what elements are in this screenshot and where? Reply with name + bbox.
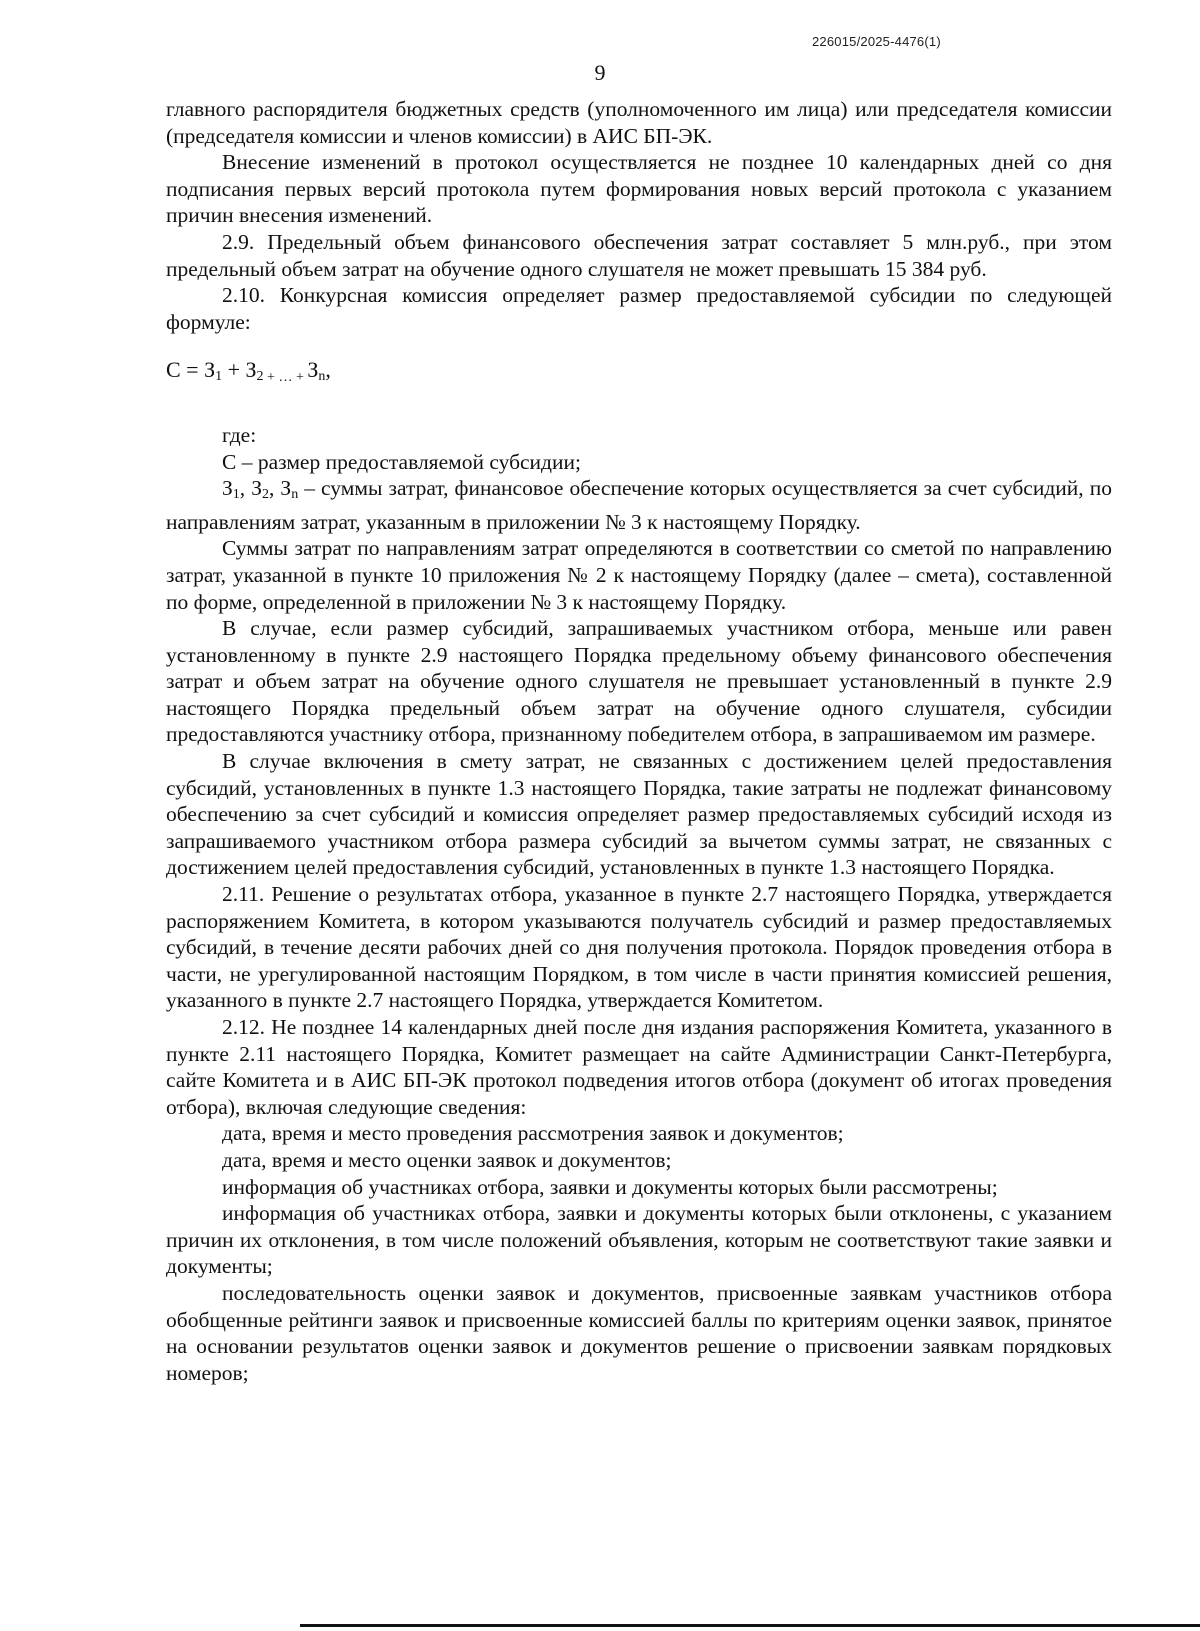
page-bottom-rule [300,1624,1200,1627]
z-definition-text: – суммы затрат, финансовое обеспечение которых осуществляется за счет субсидий, по направлениям затрат, указанным в приложении № 3 к настоящему Порядку. [166,476,1112,534]
zn-sub: n [291,487,299,503]
subsidy-formula [166,357,1112,392]
formula-z-n: З [307,357,319,383]
formula-sub-2: 2 [256,369,264,385]
list-item-rejected-participants: информация об участниках отбора, заявки и документы которых были отклонены, с указанием причин их отклонения, в том числе положений объявления, которым не соответствуют такие заявки и документы; [166,1201,1112,1279]
paragraph-where: где: [222,422,257,447]
formula-sub-n: n [318,369,326,385]
list-item-reviewed-participants: информация об участниках отбора, заявки и документы которых были рассмотрены; [222,1174,998,1199]
paragraph-protocol-changes: Внесение изменений в протокол осуществляется не позднее 10 календарных дней со дня подписания первых версий протокола путем формирования новых версий протокола с указанием причин внесения изменений. [166,150,1112,228]
paragraph-2-12: 2.12. Не позднее 14 календарных дней после дня издания распоряжения Комитета, указанного в пункте 2.11 настоящего Порядка, Комитет размещает на сайте Администрации Санкт-Петербурга, сайте Комитета и в АИС БП-ЭК протокол подведения итогов отбора (документ об итогах проведения отбора), включая следующие сведения: [166,1015,1112,1119]
paragraph-continuation: главного распорядителя бюджетных средств (уполномоченного им лица) или председателя комиссии (председателя комиссии и членов комиссии) в АИС БП-ЭК. [166,97,1112,148]
paragraph-2-11: 2.11. Решение о результатах отбора, указанное в пункте 2.7 настоящего Порядка, утверждается распоряжением Комитета, в котором указываются получатель субсидий и размер предоставляемых субсидий, в течение десяти рабочих дней со дня получения протокола. Порядок проведения отбора в части, не урегулированной настоящим Порядком, в том числе в части принятия комиссией решения, указанного в пункте 2.7 настоящего Порядка, утверждается Комитетом. [166,882,1112,1013]
list-item-evaluation-date: дата, время и место оценки заявок и документов; [222,1147,672,1172]
formula-end: , [325,357,331,383]
page-number: 9 [594,60,606,85]
zn-symbol: , З [268,476,292,501]
document-body [166,96,1112,1386]
formula-plus: + З [222,357,257,383]
paragraph-z-definition [166,475,1112,535]
document-registration-number: 226015/2025-4476(1) [812,34,941,49]
z1-symbol: З [222,476,233,501]
z2-symbol: , З [239,476,262,501]
formula-dots: + … + [263,370,308,386]
paragraph-case-exclusion: В случае включения в смету затрат, не связанных с достижением целей предоставления субсидий, установленных в пункте 1.3 настоящего Порядка, такие затраты не подлежат финансовому обеспечению за счет субсидий и комиссия определяет размер предоставляемых субсидий исходя из запрашиваемого участником отбора размера субсидий за вычетом суммы затрат, не связанных с достижением целей предоставления субсидий, установленных в пункте 1.3 настоящего Порядка. [166,749,1112,880]
paragraph-case-limit: В случае, если размер субсидий, запрашиваемых участником отбора, меньше или равен установленному в пункте 2.9 настоящего Порядка предельному объему финансового обеспечения затрат и объем затрат на обучение одного слушателя не превышает установленный в пункте 2.9 настоящего Порядка предельный объем затрат на обучение одного слушателя, субсидии предоставляются участнику отбора, признанному победителем отбора, в запрашиваемом им размере. [166,616,1112,747]
paragraph-c-definition: С – размер предоставляемой субсидии; [222,449,581,474]
list-item-evaluation-order: последовательность оценки заявок и документов, присвоенные заявкам участников отбора обобщенные рейтинги заявок и присвоенные комиссией баллы по критериям оценки заявок, принятое на основании результатов оценки заявок и документов решение о присвоении заявкам порядковых номеров; [166,1280,1112,1385]
paragraph-estimate: Суммы затрат по направлениям затрат определяются в соответствии со сметой по направлению затрат, указанной в пункте 10 приложения № 2 к настоящему Порядку (далее – смета), составленной по форме, определенной в приложении № 3 к настоящему Порядку. [166,536,1112,614]
z2-sub: 2 [261,487,269,503]
paragraph-2-10: 2.10. Конкурсная комиссия определяет размер предоставляемой субсидии по следующей формуле: [166,283,1112,334]
paragraph-2-9: 2.9. Предельный объем финансового обеспечения затрат составляет 5 млн.руб., при этом предельный объем затрат на обучение одного слушателя не может превышать 15 384 руб. [166,229,1112,281]
formula-sub-1: 1 [215,369,223,385]
list-item-review-date: дата, время и место проведения рассмотрения заявок и документов; [222,1121,844,1146]
formula-lhs: С = З [166,357,216,383]
z1-sub: 1 [232,487,240,503]
